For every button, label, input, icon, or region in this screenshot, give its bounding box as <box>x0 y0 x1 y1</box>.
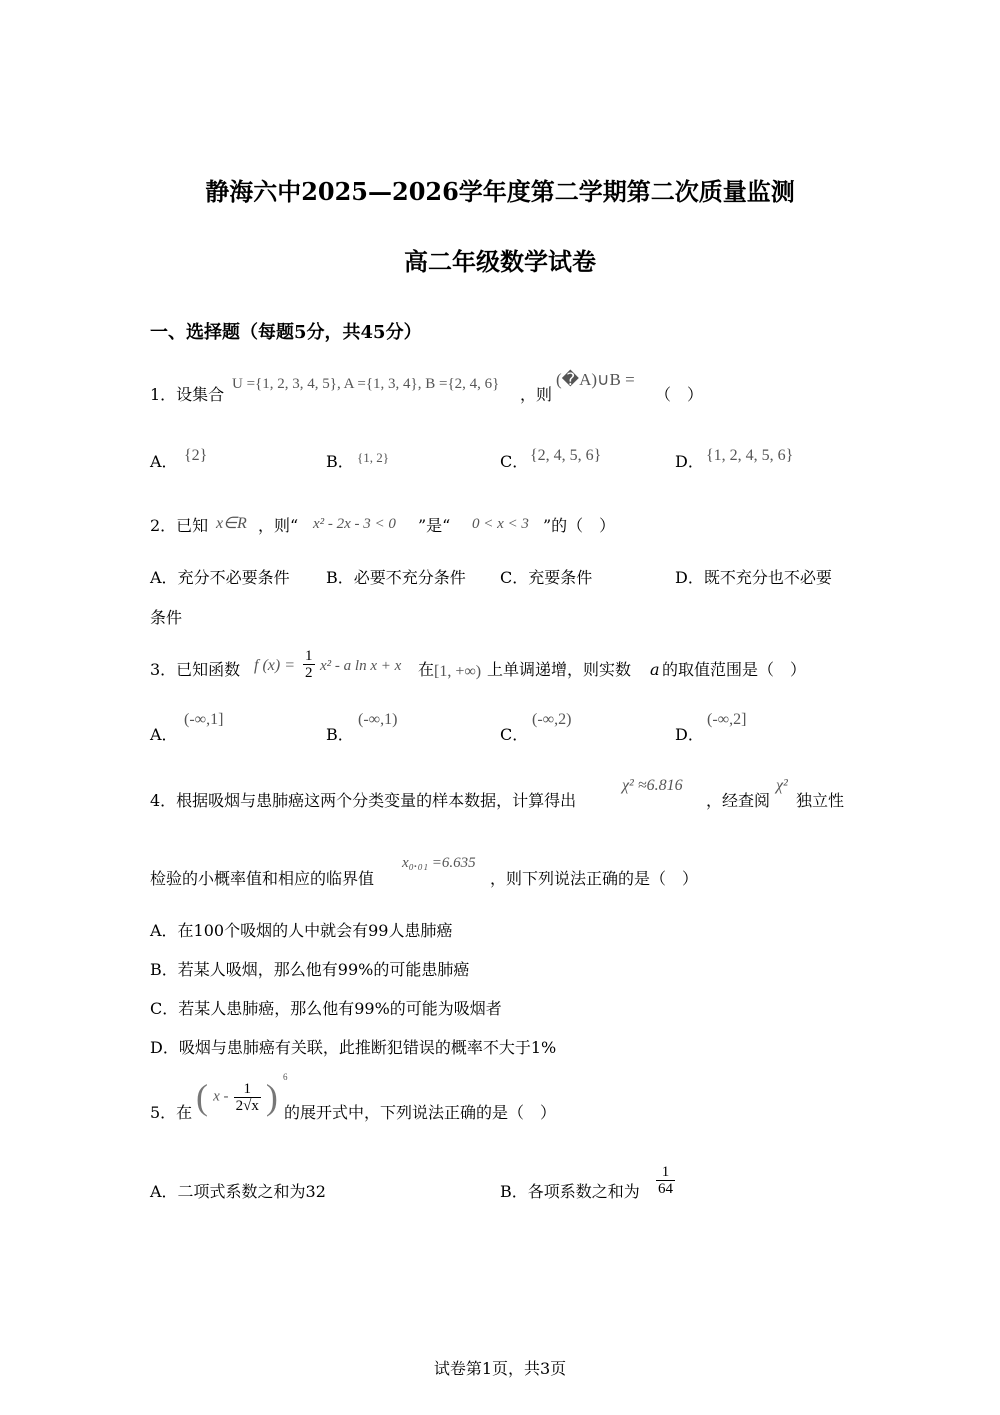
q4-option-d: D．吸烟与患肺癌有关联，此推断犯错误的概率不大于1% <box>150 1038 557 1057</box>
exam-subtitle: 高二年级数学试卷 <box>404 247 596 276</box>
q4-option-b: B．若某人吸烟，那么他有99%的可能患肺癌 <box>150 960 470 979</box>
q3-option-b-label: B． <box>326 725 354 744</box>
q4-line2: 检验的小概率值和相应的临界值 <box>150 869 375 888</box>
q3-option-b-value: (-∞,1) <box>358 711 398 728</box>
q3-option-a-value: (-∞,1] <box>184 711 224 728</box>
q1-mid: ，则 <box>520 385 553 404</box>
q3-lead: 3．已知函数 <box>150 660 241 679</box>
q5-exponent: 6 <box>283 1072 288 1082</box>
q2-condition: x∈R <box>216 515 247 532</box>
q5-binomial: ( x - $\frac{1}{2√x}$ ) $^6$ <box>196 1072 288 1117</box>
q2-p2: ”是“ <box>418 516 451 535</box>
q2-inequality-2: 0 < x < 3 <box>472 516 529 532</box>
q1-option-b-label: B． <box>326 452 354 471</box>
q4-critical-value: x₀.₀₁ =6.635 <box>402 855 476 871</box>
q2-lead: 2．已知 <box>150 516 209 535</box>
q5-option-b: B．各项系数之和为 <box>500 1182 640 1201</box>
q3-fx: f (x) = <box>254 657 295 674</box>
q5-option-b-fraction: $\frac{1}{64}$ <box>658 1164 673 1197</box>
q1-option-d-label: D． <box>675 452 704 471</box>
q5-x: x - <box>213 1088 229 1105</box>
q1-option-c-label: C． <box>500 452 529 471</box>
q5-option-a: A．二项式系数之和为32 <box>150 1182 326 1201</box>
q3-option-a-label: A． <box>150 725 178 744</box>
q4-option-a: A．在100个吸烟的人中就会有99人患肺癌 <box>150 921 453 940</box>
page-footer: 试卷第1页，共3页 <box>433 1359 567 1378</box>
q1-option-c-value: {2, 4, 5, 6} <box>530 447 602 464</box>
q2-p1: ，则“ <box>258 516 299 535</box>
q3-option-c-value: (-∞,2) <box>532 711 572 728</box>
q2-p3: ”的（ ） <box>543 516 616 535</box>
q2-option-a: A．充分不必要条件 <box>150 568 290 587</box>
q1-lead: 1．设集合 <box>150 385 225 404</box>
q1-expression: (�A)∪B = <box>556 370 635 389</box>
q3-in: 在 <box>418 660 435 679</box>
q2-option-d: D．既不充分也不必要 <box>675 568 832 587</box>
q1-bracket: （ ） <box>655 385 704 404</box>
q3-tail2: 的取值范围是（ ） <box>662 660 807 679</box>
section-heading: 一、选择题（每题5分，共45分） <box>150 322 422 343</box>
q2-option-c: C．充要条件 <box>500 568 593 587</box>
q5-lead: 5．在 <box>150 1103 193 1122</box>
q4-lead: 4．根据吸烟与患肺癌这两个分类变量的样本数据，计算得出 <box>150 791 577 810</box>
q5-fraction: $\frac{1}{2√x}$ <box>235 1080 259 1114</box>
q4-chi-symbol: χ² <box>776 777 788 794</box>
q4-chi-value: χ² ≈6.816 <box>622 777 683 794</box>
q3-var: a <box>650 660 660 679</box>
q5-tail: 的展开式中，下列说法正确的是（ ） <box>284 1103 557 1122</box>
q4-option-c: C．若某人患肺癌，那么他有99%的可能为吸烟者 <box>150 999 502 1018</box>
q4-line2-tail: ，则下列说法正确的是（ ） <box>490 869 699 888</box>
q3-option-c-label: C． <box>500 725 529 744</box>
q3-fraction: $\frac{1}{2}$ <box>305 648 313 681</box>
q1-option-a-value: {2} <box>184 447 208 464</box>
q1-option-b-value: {1, 2} <box>357 450 389 465</box>
exam-title: 静海六中2025—2026学年度第二学期第二次质量监测 <box>205 177 795 206</box>
q3-tail: 上单调递增，则实数 <box>487 660 632 679</box>
q2-option-d-wrap: 条件 <box>150 608 183 627</box>
q4-tail: 独立性 <box>796 791 845 810</box>
q1-sets: U ={1, 2, 3, 4, 5}, A ={1, 3, 4}, B ={2, 4, 6} <box>232 376 500 392</box>
q1-option-a-label: A． <box>150 452 178 471</box>
q2-inequality-1: x² - 2x - 3 < 0 <box>313 516 396 532</box>
q4-mid: ，经查阅 <box>706 791 771 810</box>
q3-option-d-value: (-∞,2] <box>707 711 747 728</box>
q3-interval: [1, +∞) <box>434 663 482 680</box>
q3-expression: x² - a ln x + x <box>320 658 402 674</box>
q3-option-d-label: D． <box>675 725 704 744</box>
q1-option-d-value: {1, 2, 4, 5, 6} <box>706 447 794 464</box>
q2-option-b: B．必要不充分条件 <box>326 568 466 587</box>
